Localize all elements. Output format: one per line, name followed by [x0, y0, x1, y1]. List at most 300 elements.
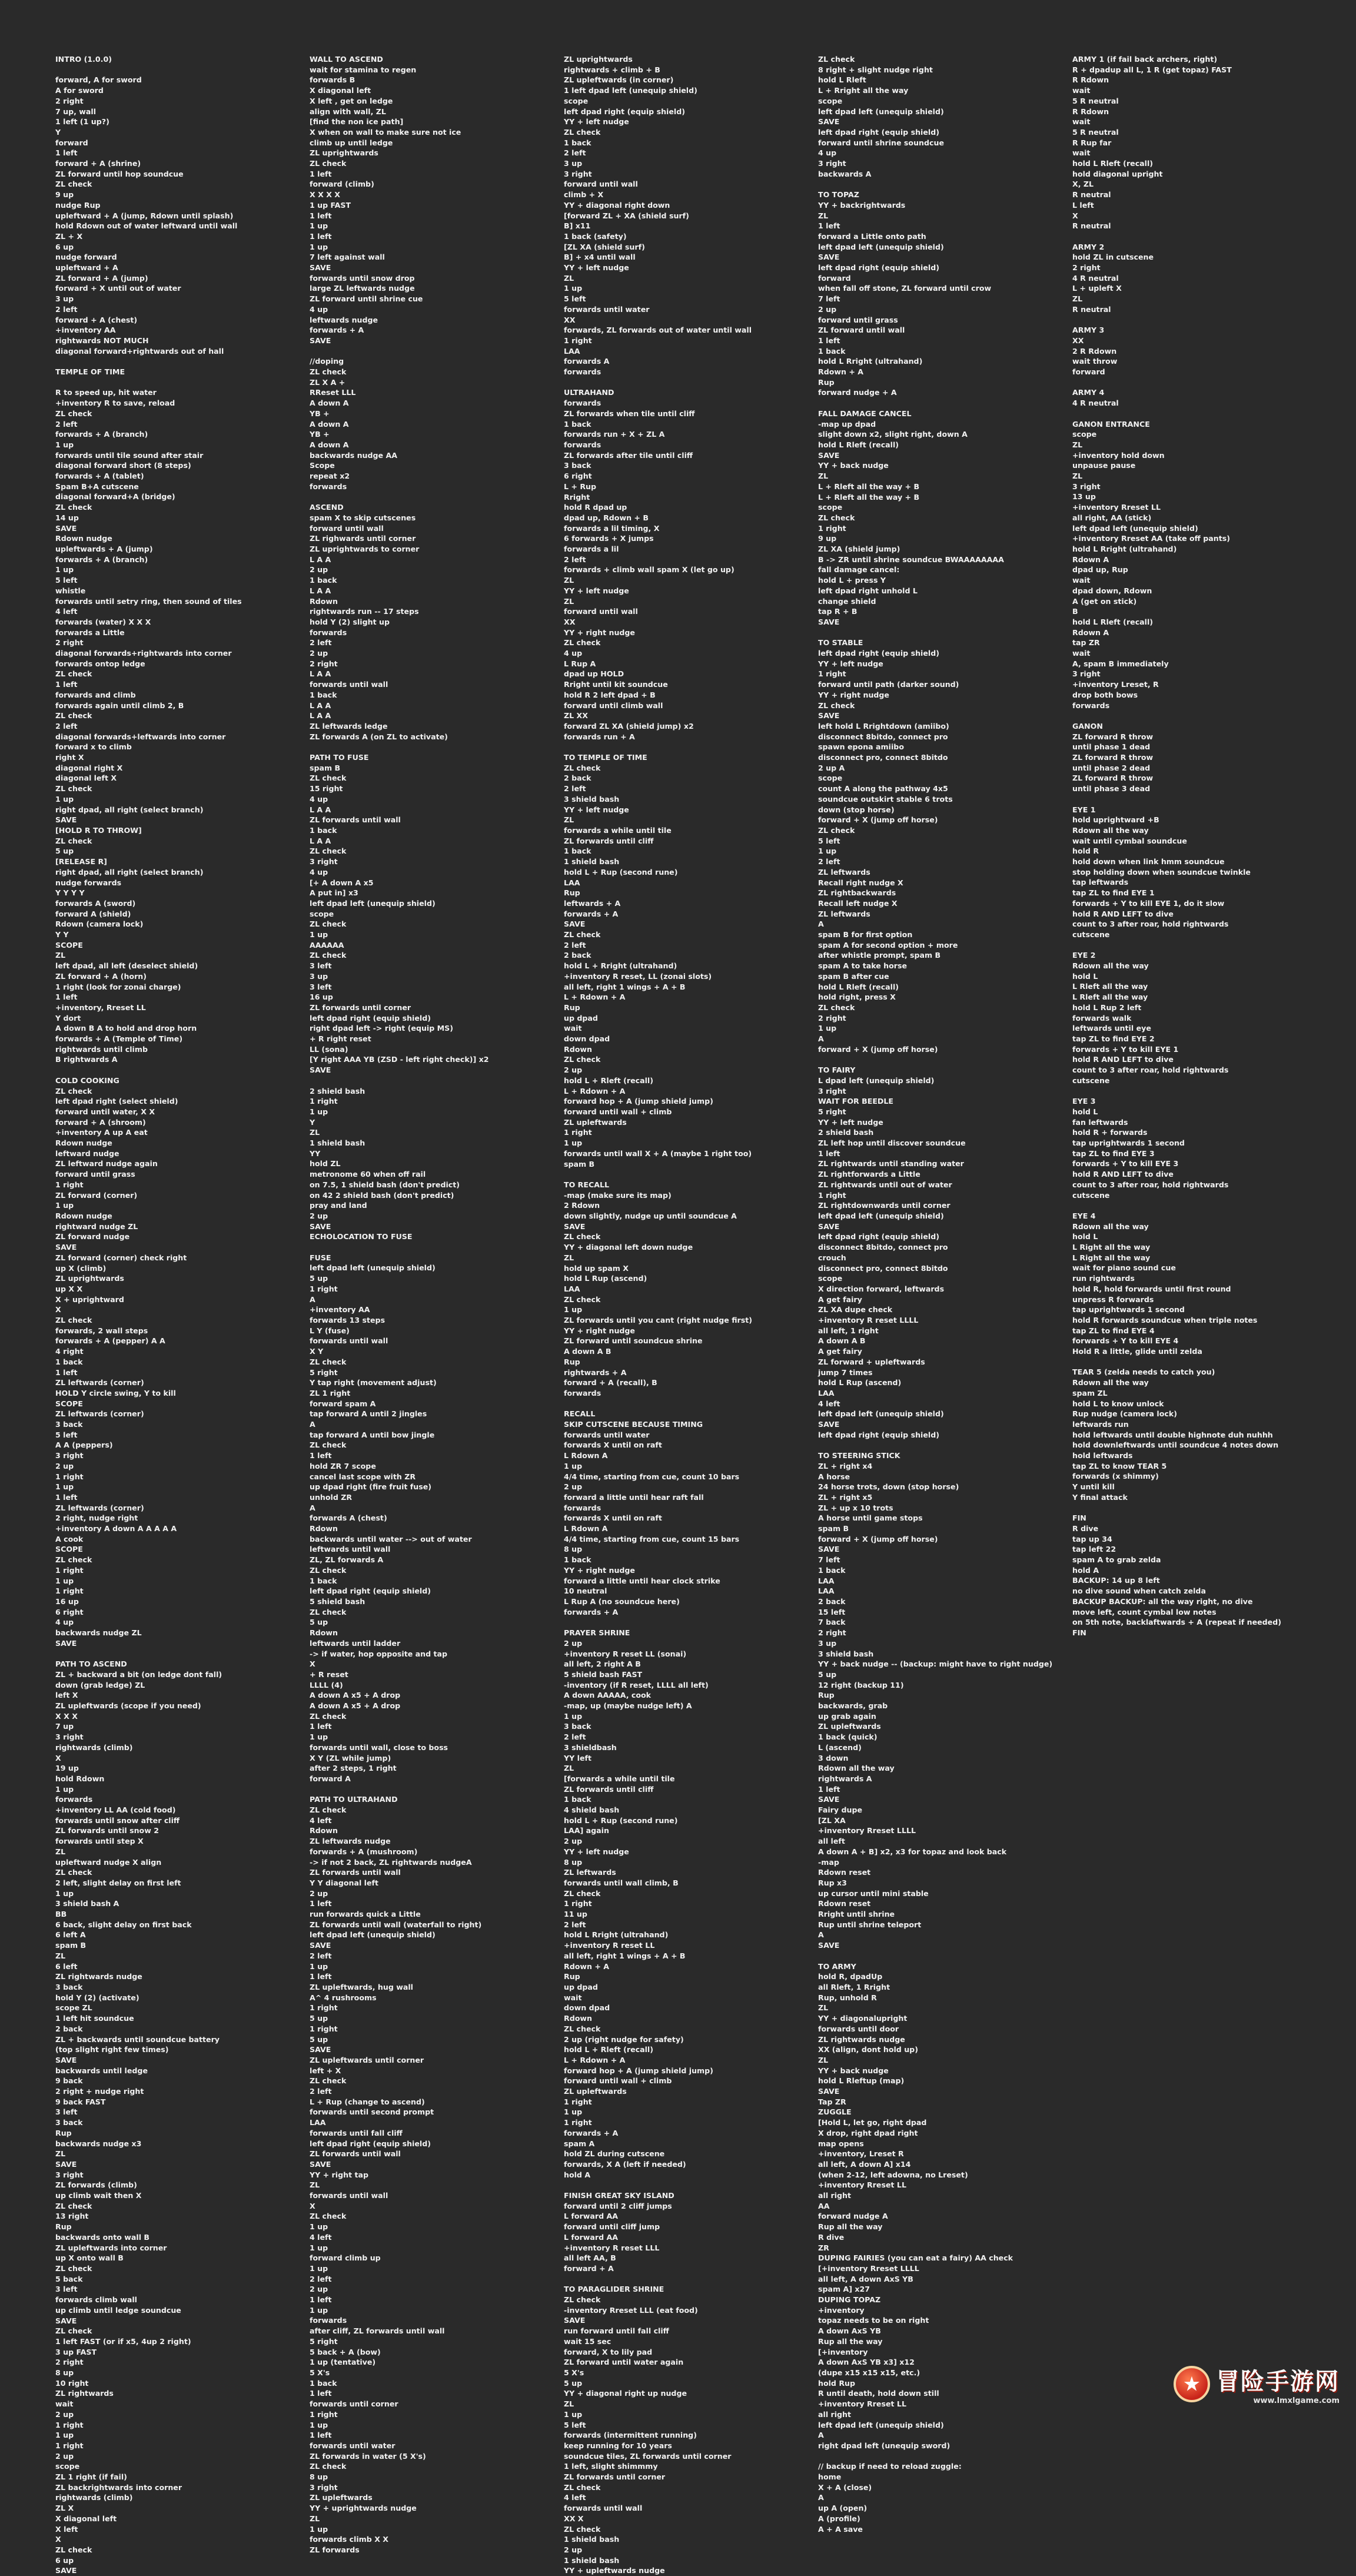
note-line: ZL check	[55, 711, 92, 721]
note-line: 1 up	[310, 1107, 328, 1116]
note-line: A cook	[55, 1534, 84, 1543]
note-line: scope	[818, 774, 843, 783]
note-line: A (get on stick)	[1072, 596, 1137, 606]
watermark-text	[1216, 2363, 1340, 2405]
note-line: hold up spam X	[564, 1263, 629, 1273]
note-line: after cliff, ZL forwards until wall	[310, 2326, 445, 2336]
note-line: A	[818, 1930, 824, 1940]
note-line: forwards A (chest)	[310, 1513, 387, 1523]
note-line: ZL check	[564, 1888, 601, 1898]
note-line: 1 back (safety)	[564, 231, 627, 241]
note-line: L A A	[310, 555, 331, 564]
note-line: XX	[1072, 336, 1084, 345]
note-line: up X (climb)	[55, 1263, 107, 1273]
note-line: all right	[818, 2191, 852, 2200]
note-line: 1 back	[564, 1795, 591, 1804]
note-line: 6 right	[564, 472, 592, 481]
note-line: forwards + A	[564, 2128, 619, 2137]
note-line: 5 X's	[310, 2368, 330, 2377]
note-line: 7 left	[818, 1555, 840, 1565]
note-line: wait	[1072, 576, 1091, 585]
note-line: backwards until ledge	[55, 2066, 148, 2075]
note-line: unhold ZR	[310, 1492, 353, 1502]
note-line: Rup until shrine teleport	[818, 1920, 922, 1929]
note-line: YY + diagonal left down nudge	[564, 1243, 693, 1252]
note-line: ZL forwards until cliff	[564, 836, 654, 845]
note-line: 1 up	[310, 930, 328, 940]
note-line: 15 left	[818, 1607, 846, 1616]
note-line: 1 right	[55, 1180, 84, 1189]
note-line: X direction forward, leftwards	[818, 1284, 945, 1293]
note-line: tap ZR	[1072, 638, 1100, 648]
note-line: disconnect pro, connect 8bitdo	[818, 753, 948, 762]
note-line: R neutral	[1072, 221, 1111, 231]
note-line: all right, AA (stick)	[1072, 513, 1152, 522]
note-line: A + A save	[818, 2524, 863, 2534]
note-line: 2 left	[55, 721, 78, 731]
note-line: YY + left nudge	[564, 263, 629, 273]
note-line: ZL uprightwards	[564, 55, 633, 64]
note-line: ZL check	[55, 836, 92, 845]
note-line: after whistle prompt, spam B	[818, 951, 941, 960]
note-line: ZL check	[55, 503, 92, 512]
note-line: EYE 2	[1072, 951, 1096, 960]
note-line: PRAYER SHRINE	[564, 1628, 630, 1638]
note-line: ZL check	[55, 2545, 92, 2554]
note-line: 1 up	[564, 1305, 583, 1314]
note-line: forward a little until hear raft fall	[564, 1492, 704, 1502]
note-line: 7 left	[818, 294, 840, 304]
note-line: YY + upleftwards nudge	[564, 2566, 665, 2575]
note-line: 2 left	[564, 940, 586, 950]
note-line: ZL X	[55, 2504, 74, 2513]
note-line: +inventory R to save, reload	[55, 399, 175, 408]
note-line	[310, 1242, 564, 1253]
note-line: left dpad left (unequip shield)	[310, 1263, 436, 1273]
note-line: hold A	[564, 2170, 591, 2179]
note-line: 1 left	[310, 211, 332, 220]
note-line: LAA	[564, 1284, 580, 1293]
note-line: 1 right	[310, 2003, 338, 2013]
note-line: 2 right	[818, 1628, 846, 1638]
note-line: ZL	[55, 1847, 66, 1856]
note-line: climb up until ledge	[310, 138, 393, 147]
note-line: 3 shieldbash	[564, 1742, 617, 1752]
note-line: A down B A to hold and drop horn	[55, 1024, 197, 1033]
note-line: 1 up FAST	[310, 200, 351, 210]
note-line: TO FAIRY	[818, 1065, 856, 1075]
note-line: + R right reset	[310, 1034, 371, 1044]
note-line: hold diagonal upright	[1072, 169, 1163, 178]
note-line: ZL forward + A (jump)	[55, 273, 148, 283]
note-line: 1 right	[818, 1190, 846, 1200]
note-line: wait	[55, 2399, 74, 2409]
note-line: L forward AA	[564, 2232, 618, 2242]
note-line	[1072, 1503, 1327, 1513]
note-line: 8 up	[564, 1857, 583, 1867]
note-line: tap leftwards	[1072, 878, 1129, 887]
note-line: 5 left	[55, 1430, 78, 1439]
note-line: 1 up	[564, 2409, 583, 2419]
note-line	[1072, 711, 1327, 721]
note-line: rightwards (climb)	[55, 2493, 133, 2502]
note-line: 1 right	[55, 2441, 84, 2450]
note-line: 1 up	[564, 1138, 583, 1148]
note-line: -map (make sure its map)	[564, 1190, 672, 1200]
note-line: hold Y (2) slight up	[310, 617, 390, 626]
note-line: hold L Rup (ascend)	[564, 1274, 647, 1283]
note-line: right dpad left (unequip sword)	[818, 2441, 950, 2450]
note-line: leftwards until eye	[1072, 1024, 1151, 1033]
note-line: L Rdown A	[564, 1524, 608, 1533]
note-line: tap uprightwards 1 second	[1072, 1305, 1185, 1314]
note-line: ZL forwards until wall	[310, 2149, 401, 2159]
note-line: ARMY 4	[1072, 388, 1105, 397]
note-line: disconnect 8bitdo, connect pro	[818, 1243, 948, 1252]
note-line: A	[818, 2493, 824, 2502]
note-line: 1 left dpad left (unequip shield)	[564, 86, 697, 95]
note-line: forwards + A (mushroom)	[310, 1847, 418, 1856]
note-line: PATH TO ULTRAHAND	[310, 1795, 398, 1804]
note-line: forward until water, X X	[55, 1107, 155, 1116]
note-line: -> if not 2 back, ZL rightwards nudgeA	[310, 1857, 472, 1867]
note-line: tap uprightwards 1 second	[1072, 1138, 1185, 1147]
note-line: ZL forward R throw	[1072, 753, 1154, 762]
note-line: spam A to take horse	[818, 961, 908, 971]
note-line: ZL leftwards (corner)	[55, 1503, 144, 1512]
note-line: hold L to know unlock	[1072, 1399, 1164, 1408]
note-line: ZL	[818, 211, 829, 220]
note-line: X + uprightward	[55, 1294, 124, 1304]
note-line: spawn epona amiibo	[818, 742, 904, 752]
note-line: SAVE	[818, 1941, 840, 1950]
note-line: 1 right	[818, 523, 846, 533]
note-line: hold L Rleft (recall)	[818, 440, 899, 449]
note-line: ZL + up x 10 trots	[818, 1503, 893, 1512]
note-line: 1 up	[55, 1201, 74, 1210]
notes-column-1	[55, 54, 310, 2575]
note-line: FIN	[1072, 1628, 1086, 1637]
note-line: ZL check	[818, 55, 855, 64]
note-line: forward a Little onto path	[818, 231, 926, 241]
note-line: ZL upleftwards into corner	[55, 2243, 167, 2252]
note-line: hold leftwards until double highnote duh nuhhh	[1072, 1430, 1273, 1439]
note-line: (when 2-12, left adowna, no Lreset)	[818, 2170, 968, 2179]
note-line: A down AxS YB x3] x12	[818, 2358, 915, 2367]
note-line: Y tap right (movement adjust)	[310, 1378, 437, 1387]
note-line: 2 up	[564, 2545, 583, 2554]
note-line: SAVE	[55, 2316, 77, 2325]
note-line: X Y (ZL while jump)	[310, 1753, 391, 1762]
note-line: hold L	[1072, 1232, 1098, 1241]
note-line: Rdown	[310, 1826, 338, 1835]
note-line: forward until wall + climb	[564, 1107, 672, 1116]
note-line: forwards + climb wall spam X (let go up)	[564, 565, 734, 575]
note-line: hold R, hold forwards until first round	[1072, 1284, 1231, 1293]
note-line	[564, 1399, 818, 1409]
note-line	[564, 2180, 818, 2190]
note-line: A down A x5 + A drop	[310, 1701, 401, 1711]
note-line: AA	[818, 2201, 830, 2210]
note-line: ZL forward R throw	[1072, 732, 1154, 741]
note-line: hold Rdown	[55, 1774, 105, 1783]
note-line: 5 left	[55, 576, 78, 585]
note-line: Y	[310, 1117, 315, 1127]
note-line: forward + A (shrine)	[55, 159, 141, 168]
note-line: TO STABLE	[818, 638, 863, 648]
note-line: leftwards until ladder	[310, 1638, 401, 1648]
note-line: forwards until wall	[310, 680, 388, 689]
note-line: [RELEASE R]	[55, 857, 107, 867]
note-line	[55, 1649, 310, 1659]
note-line: A down AxS YB	[818, 2326, 881, 2336]
note-line: X	[310, 2201, 315, 2210]
note-line: spam A to grab zelda	[1072, 1555, 1161, 1565]
note-line: 3 left	[310, 961, 332, 971]
note-line: up dpad right (fire fruit fuse)	[310, 1482, 432, 1492]
note-line	[310, 742, 564, 752]
note-line: spam A	[564, 2139, 595, 2148]
note-line: ZL check	[818, 825, 855, 835]
note-line: Rup	[564, 1002, 580, 1012]
note-line: ZL	[55, 1951, 66, 1960]
note-line: ZL	[564, 576, 574, 585]
note-line: TO TEMPLE OF TIME	[564, 753, 647, 762]
note-line: left dpad left (unequip shield)	[310, 1930, 436, 1940]
note-line: spam B after cue	[818, 971, 889, 981]
note-line: forwards until tile sound after stair	[55, 450, 204, 460]
note-line: up dpad	[564, 1013, 598, 1023]
note-line: 5 left	[564, 294, 586, 304]
note-line: leftwards until wall	[310, 1545, 391, 1554]
note-line: up cursor until mini stable	[818, 1888, 929, 1898]
note-line: 16 up	[55, 1597, 79, 1606]
note-line: 16 up	[310, 992, 333, 1002]
note-line: TEMPLE OF TIME	[55, 367, 125, 377]
note-line: up grab again	[818, 1711, 876, 1721]
note-line: up climb until ledge soundcue	[55, 2305, 181, 2315]
note-line: 6 left A	[55, 1930, 86, 1940]
note-line: ASCEND	[310, 503, 344, 512]
note-line: ZL XA (shield jump)	[818, 545, 900, 554]
note-line: ZL upleftwards	[310, 2493, 373, 2502]
note-line: all left, right 1 wings + A + B	[564, 1951, 686, 1960]
note-line: ZL	[818, 2003, 829, 2013]
note-line: +inventory R reset LL	[564, 1941, 655, 1950]
note-line: forwards until wall	[310, 2191, 388, 2200]
note-line: 19 up	[55, 1764, 79, 1773]
note-line: left dpad left (unequip shield)	[1072, 523, 1198, 533]
note-line: forwards	[310, 2316, 347, 2325]
note-line: TO PARAGLIDER SHRINE	[564, 2285, 664, 2294]
note-line	[310, 346, 564, 357]
note-line: 12 right (backup 11)	[818, 1680, 904, 1689]
note-line: 4 shield bash	[564, 1805, 620, 1815]
note-line: R to speed up, hit water	[55, 388, 157, 397]
note-line: up A (open)	[818, 2504, 868, 2513]
note-line: +inventory Rreset LL	[818, 2399, 906, 2409]
note-line: 3 left	[310, 982, 332, 991]
note-line: SAVE	[310, 1221, 331, 1231]
note-line: +inventory Rreset LL	[818, 2180, 906, 2190]
note-line: wait	[1072, 649, 1091, 658]
note-line: ZL	[564, 2399, 574, 2409]
note-line: forwards until wall climb, B	[564, 1878, 679, 1887]
note-line: ZL forwards until wall	[310, 1868, 401, 1877]
note-line: 1 left FAST (or if x5, 4up 2 right)	[55, 2336, 191, 2346]
note-line: Y Y Y Y	[55, 888, 85, 898]
note-line: Rup	[818, 377, 835, 387]
note-line: A, spam B immediately	[1072, 659, 1169, 668]
note-line: 8 up	[564, 1545, 583, 1554]
note-line: 1 left	[55, 1492, 78, 1502]
note-line: WAIT FOR BEEDLE	[818, 1097, 894, 1106]
note-line: tap left 22	[1072, 1545, 1116, 1554]
note-line	[564, 377, 818, 388]
note-line: 1 shield bash	[564, 857, 620, 867]
note-line: Recall right nudge X	[818, 878, 903, 887]
note-line: 4 left	[818, 1399, 840, 1408]
note-line: forwards + A (tablet)	[55, 472, 144, 481]
note-line: 5 left	[564, 2420, 586, 2429]
note-line: ZL rightwards nudge	[818, 2034, 905, 2044]
note-line: 8 up	[310, 2472, 328, 2482]
note-line: fan leftwards	[1072, 1117, 1128, 1127]
note-line	[55, 65, 310, 75]
note-line: 4 up	[55, 1618, 74, 1627]
note-line: ZL forwards until snow 2	[55, 1826, 159, 1835]
note-line: A get fairy	[818, 1294, 862, 1304]
note-line: ZL	[310, 2514, 320, 2523]
note-line: 1 left	[310, 2295, 332, 2305]
note-line: ZL righwards until corner	[310, 534, 416, 543]
note-line: wait until cymbal soundcue	[1072, 836, 1187, 845]
note-line: 1 up	[55, 1482, 74, 1492]
note-line: spam B for first option	[818, 930, 913, 940]
note-line: [find the non ice path]	[310, 117, 404, 127]
note-line: forward hop + A (jump shield jump)	[564, 2066, 713, 2075]
note-line: hold uprightward +B	[1072, 815, 1159, 825]
note-line: spam ZL	[1072, 1388, 1108, 1397]
note-line: SAVE	[818, 2087, 840, 2096]
note-line: 1 back	[310, 825, 337, 835]
note-line: 13 up	[1072, 492, 1096, 502]
note-line	[818, 2451, 1072, 2462]
note-line: forwards until snow drop	[310, 273, 415, 283]
note-line: 4 R neutral	[1072, 399, 1119, 408]
watermark-url: www.lmxlgame.com	[1253, 2396, 1340, 2405]
note-line: 2 up	[564, 1837, 583, 1846]
note-line: run forward until fall cliff	[564, 2326, 669, 2336]
note-line	[310, 492, 564, 503]
note-line: TO ARMY	[818, 1961, 856, 1971]
note-line: forwards X until on raft	[564, 1440, 662, 1450]
note-line: hold L Rleft (recall)	[818, 982, 899, 991]
note-line: ZL rightwards until standing water	[818, 1159, 964, 1169]
note-line: wait for stamina to regen	[310, 65, 417, 74]
note-line: tap ZL to know TEAR 5	[1072, 1461, 1167, 1470]
note-line: cancel last scope with ZR	[310, 1472, 416, 1481]
note-line: spam X to skip cutscenes	[310, 513, 416, 522]
note-line: SAVE	[310, 336, 331, 345]
note-line: forwards until corner	[310, 2399, 398, 2409]
note-line: L + Rup	[564, 482, 597, 491]
note-line: B] + x4 until wall	[564, 253, 636, 262]
note-line: L A A	[310, 711, 331, 721]
note-line: wait	[1072, 117, 1091, 127]
note-line: hold L + Rleft (recall)	[564, 1075, 653, 1085]
note-line: Y Y	[55, 930, 69, 940]
note-line: count A along the pathway 4x5	[818, 784, 948, 794]
note-line: 2 right + nudge right	[55, 2087, 144, 2096]
note-line: 1 left	[310, 1972, 332, 1981]
note-line: SAVE	[818, 1420, 840, 1429]
note-line: ZL check	[564, 1232, 601, 1241]
note-line: X diagonal left	[55, 2514, 117, 2523]
note-line: BACKUP BACKUP: all the way right, no dive	[1072, 1596, 1253, 1606]
note-line: count to 3 after roar, hold rightwards	[1072, 919, 1229, 929]
note-line: [ZL XA	[818, 1815, 846, 1825]
note-line: when fall off stone, ZL forward until crow	[818, 284, 992, 293]
note-line: 1 up	[310, 2263, 328, 2273]
note-line: align with wall, ZL	[310, 107, 386, 116]
note-line: A down AAAAA, cook	[564, 1691, 652, 1700]
note-line: FUSE	[310, 1253, 331, 1262]
note-line: ZL check	[310, 847, 347, 856]
note-line: 1 left	[55, 680, 78, 689]
note-line: ZL forward nudge	[55, 1232, 130, 1241]
note-line: FINISH GREAT SKY ISLAND	[564, 2191, 674, 2200]
note-line: hold L + press Y	[818, 576, 886, 585]
note-line: Rup	[564, 1972, 580, 1981]
note-line: ZL forwards until corner	[564, 2472, 666, 2482]
note-line: forwards + Y to kill EYE 1	[1072, 1044, 1179, 1054]
note-line: 3 up	[818, 1638, 837, 1648]
note-line: ZL check	[818, 513, 855, 522]
note-line	[818, 398, 1072, 409]
note-line: 1 back	[310, 690, 337, 699]
note-line: ZL check	[55, 669, 92, 679]
note-line: ZL check	[564, 127, 601, 137]
note-line: forward nudge + A	[818, 388, 897, 397]
note-line: hold L Rup (ascend)	[818, 1378, 902, 1387]
note-line: 3 up	[310, 971, 328, 981]
note-line: R neutral	[1072, 190, 1111, 200]
note-line: dpad up HOLD	[564, 669, 624, 679]
note-line: ZL	[564, 596, 574, 606]
note-line: down slightly, nudge up until soundcue A	[564, 1211, 737, 1220]
note-line: 10 right	[55, 2378, 89, 2388]
note-line: 1 back	[310, 576, 337, 585]
note-line: ZL check	[564, 2295, 601, 2305]
note-line: YY + left nudge	[564, 117, 629, 127]
note-line: rightward nudge ZL	[55, 1221, 138, 1231]
note-line: left dpad right (equip shield)	[818, 127, 939, 137]
note-line: ZL forwards	[310, 2545, 360, 2554]
note-line: tap up 34	[1072, 1534, 1112, 1543]
note-line: (top slight right few times)	[55, 2045, 169, 2054]
note-line: 1 back	[310, 1576, 337, 1585]
note-line: ZL rightwards	[55, 2389, 114, 2398]
note-line: SCOPE	[55, 1545, 83, 1554]
note-line: 15 right	[310, 784, 343, 794]
note-line: -map up dpad	[818, 419, 876, 429]
note-line: R Rdown	[1072, 107, 1109, 116]
note-line: HOLD Y circle swing, Y to kill	[55, 1388, 176, 1397]
note-line: forward until shrine soundcue	[818, 138, 945, 147]
note-line: GANON	[1072, 721, 1103, 731]
note-line: SCOPE	[55, 940, 83, 950]
